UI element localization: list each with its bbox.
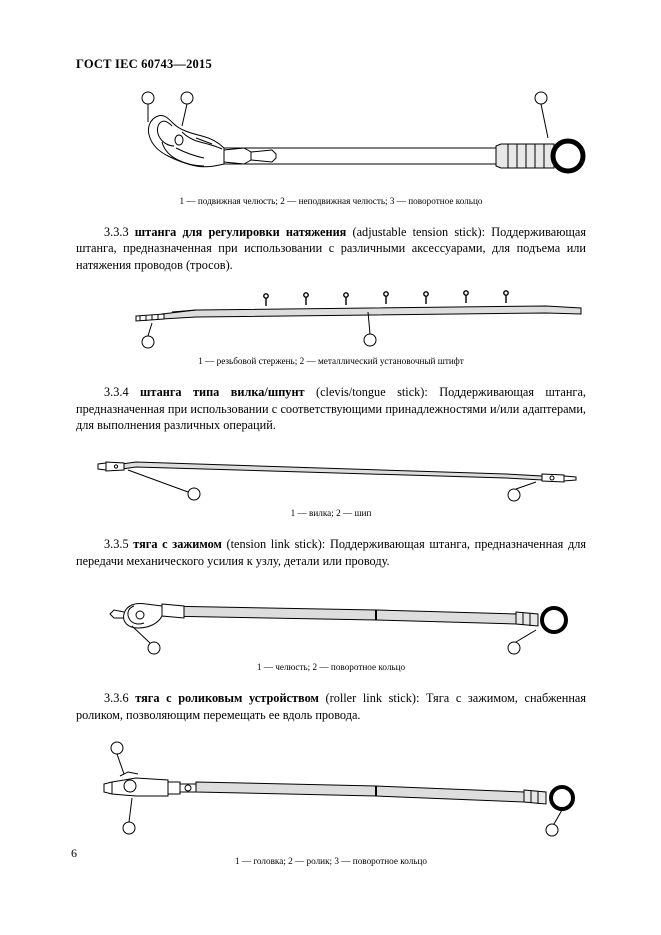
section-3-3-6-text: Тяга с зажимом, снабженная роликом, позволяющим перемещать ее вдоль провода. [76, 691, 587, 722]
section-3-3-4-english: (clevis/tongue stick): [316, 385, 428, 400]
section-3-3-4 [76, 384, 586, 433]
figure-clevis-tongue-stick [76, 446, 586, 508]
figure-roller-link-stick [76, 736, 586, 856]
section-3-3-6-number: 3.3.6 [104, 691, 129, 706]
page-number: 6 [71, 846, 77, 860]
section-3-3-4-number: 3.3.4 [104, 385, 129, 400]
figure-roller-link-stick-drawing [76, 736, 586, 856]
section-3-3-3-english: (adjustable tension stick): [352, 225, 486, 239]
figure-hook-stick [76, 86, 586, 196]
section-3-3-5-english: (tension link stick): [226, 537, 326, 552]
section-3-3-3 [76, 224, 586, 273]
page-header: ГОСТ IEC 60743—2015 [76, 57, 212, 71]
section-3-3-3-number: 3.3.3 [104, 225, 129, 239]
figure-roller-link-stick-caption: 1 — головка; 2 — ролик; 3 — поворотное кольцо [235, 856, 427, 867]
section-3-3-4-term: штанга типа вилка/шпунт [140, 385, 305, 400]
figure-adjustable-tension-stick [76, 286, 586, 356]
figure-hook-stick-drawing [76, 86, 586, 196]
figure-clevis-tongue-stick-drawing [76, 446, 586, 508]
figure-adjustable-tension-stick-caption: 1 — резьбовой стержень; 2 — металлический установочный штифт [198, 356, 464, 367]
section-3-3-5-number: 3.3.5 [104, 537, 129, 552]
section-3-3-5-text: Поддерживающая штанга, предназначенная для передачи механического усилия к узлу, детали или проводу. [76, 537, 586, 568]
section-3-3-5 [76, 536, 586, 569]
figure-tension-link-stick [76, 582, 586, 662]
figure-tension-link-stick-caption: 1 — челюсть; 2 — поворотное кольцо [256, 662, 406, 673]
section-3-3-6 [76, 690, 586, 723]
figure-hook-stick-caption: 1 — подвижная челюсть; 2 — неподвижная челюсть; 3 — поворотное кольцо [179, 196, 483, 206]
figure-clevis-tongue-stick-caption: 1 — вилка; 2 — шип [290, 508, 372, 519]
section-3-3-3-term: штанга для регулировки натяжения [134, 225, 347, 239]
section-3-3-6-english: (roller link stick): [325, 691, 420, 706]
figure-tension-link-stick-drawing [76, 582, 586, 662]
page-content [76, 86, 586, 866]
figure-adjustable-tension-stick-drawing [76, 286, 586, 356]
section-3-3-4-text: Поддерживающая штанга, предназначенная при использовании с соответствующими принадлежностями и/или адаптерами, для выполнения различных операций. [76, 385, 586, 433]
section-3-3-5-term: тяга с зажимом [133, 537, 222, 552]
section-3-3-3-text: Поддерживающая штанга, предназначенная при использовании с различными аксессуарами, для подъема или натяжения проводов (тросов). [76, 225, 587, 272]
section-3-3-6-term: тяга с роликовым устройством [135, 691, 319, 706]
